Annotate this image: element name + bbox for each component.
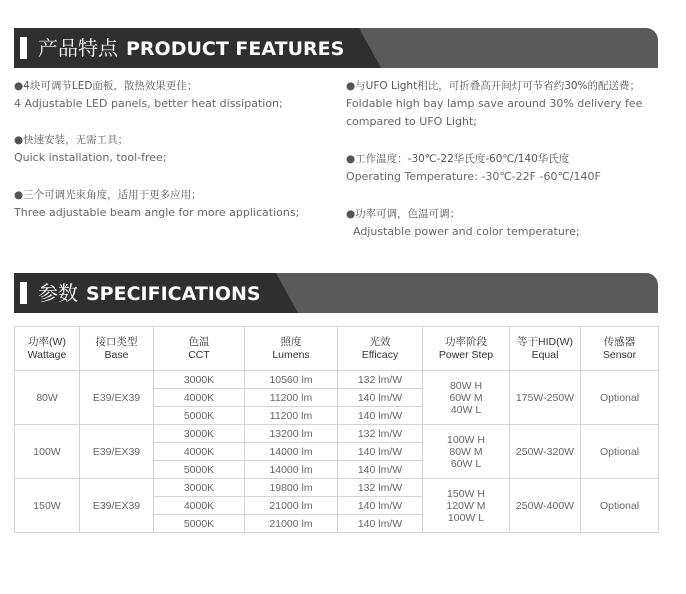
header-power-step: 功率阶段 Power Step [423,327,510,371]
feature-item [346,150,601,186]
features-title-cn: 产品特点 [38,36,118,60]
cell-efficacy: 140 lm/W [338,515,423,533]
cell-lumens: 19800 lm [245,479,338,497]
cell-lumens: 21000 lm [245,497,338,515]
cell-lumens: 21000 lm [245,515,338,533]
feature-en: Adjustable power and color temperature; [346,225,580,238]
feature-item [14,186,299,222]
cell-cct: 3000K [154,425,245,443]
features-banner [14,28,658,68]
specs-title-cn: 参数 [38,281,78,305]
cell-lumens: 14000 lm [245,461,338,479]
cell-sensor: Optional [581,479,659,533]
feature-en: 4 Adjustable LED panels, better heat dissipation; [14,97,283,110]
cell-cct: 4000K [154,443,245,461]
header-efficacy: 光效 Efficacy [338,327,423,371]
cell-efficacy: 140 lm/W [338,443,423,461]
cell-efficacy: 132 lm/W [338,371,423,389]
cell-base: E39/EX39 [80,479,154,533]
feature-en: Three adjustable beam angle for more applications; [14,206,300,219]
cell-cct: 5000K [154,407,245,425]
cell-power-step: 150W H 120W M 100W L [423,479,510,533]
feature-en: Operating Temperature: -30℃-22F -60℃/140F [346,170,601,183]
feature-cn: ●功率可调，色温可调； [346,208,461,220]
feature-en: Foldable high bay lamp save around 30% delivery fee [346,97,643,110]
cell-lumens: 10560 lm [245,371,338,389]
cell-wattage: 100W [15,425,80,479]
feature-cn: ●三个可调光束角度，适用于更多应用； [14,189,202,201]
header-wattage: 功率(W) Wattage [15,327,80,371]
features-title [38,28,344,68]
cell-equal: 250W-400W [510,479,581,533]
table-header-row [15,327,659,371]
table-row [15,479,659,497]
cell-cct: 4000K [154,497,245,515]
features-title-en: PRODUCT FEATURES [126,38,345,60]
specifications-table [14,326,659,533]
cell-cct: 3000K [154,371,245,389]
cell-power-step: 80W H 60W M 40W L [423,371,510,425]
header-base: 接口类型 Base [80,327,154,371]
header-sensor: 传感器 Sensor [581,327,659,371]
header-lumens: 照度 Lumens [245,327,338,371]
cell-wattage: 80W [15,371,80,425]
cell-power-step: 100W H 80W M 60W L [423,425,510,479]
cell-cct: 5000K [154,515,245,533]
cell-cct: 4000K [154,389,245,407]
feature-item [14,77,283,113]
feature-en-cont: compared to UFO Light; [346,115,477,128]
cell-lumens: 14000 lm [245,443,338,461]
cell-lumens: 11200 lm [245,389,338,407]
cell-efficacy: 140 lm/W [338,461,423,479]
feature-item [346,205,580,241]
cell-base: E39/EX39 [80,425,154,479]
feature-cn: ●快速安装，无需工具； [14,134,129,146]
feature-en: Quick installation, tool-free; [14,151,167,164]
specs-title [38,273,261,313]
cell-wattage: 150W [15,479,80,533]
cell-efficacy: 132 lm/W [338,479,423,497]
banner-bar-icon [20,282,27,304]
cell-efficacy: 140 lm/W [338,389,423,407]
cell-efficacy: 132 lm/W [338,425,423,443]
cell-equal: 250W-320W [510,425,581,479]
table-row [15,425,659,443]
table-row [15,371,659,389]
feature-item [346,77,642,131]
specs-banner [14,273,658,313]
feature-cn: ●4块可调节LED面板，散热效果更佳； [14,80,198,92]
cell-efficacy: 140 lm/W [338,407,423,425]
header-equal: 等于HID(W) Equal [510,327,581,371]
specs-title-en: SPECIFICATIONS [86,283,261,305]
cell-equal: 175W-250W [510,371,581,425]
cell-cct: 5000K [154,461,245,479]
cell-cct: 3000K [154,479,245,497]
cell-base: E39/EX39 [80,371,154,425]
banner-bar-icon [20,37,27,59]
feature-item [14,131,167,167]
cell-efficacy: 140 lm/W [338,497,423,515]
cell-lumens: 11200 lm [245,407,338,425]
cell-sensor: Optional [581,371,659,425]
feature-cn: ●与UFO Light相比，可折叠高开间灯可节省约30%的配送费； [346,80,641,92]
header-cct: 色温 CCT [154,327,245,371]
feature-cn: ●工作温度：-30℃-22华氏度-60℃/140华氏度 [346,153,570,165]
cell-sensor: Optional [581,425,659,479]
cell-lumens: 13200 lm [245,425,338,443]
